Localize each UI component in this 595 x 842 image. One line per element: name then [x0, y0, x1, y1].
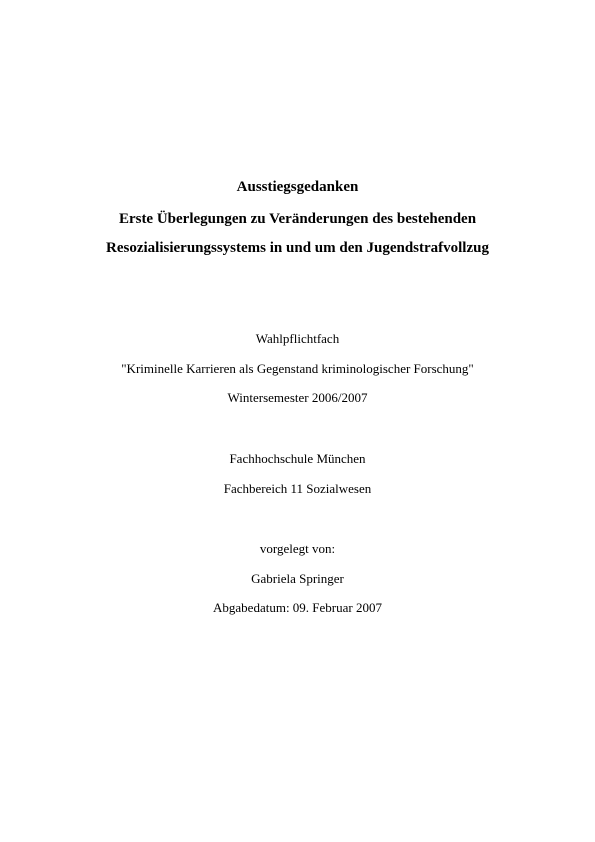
course-name: "Kriminelle Karrieren als Gegenstand kriminologischer Forschung" — [121, 361, 474, 376]
submission-date: Abgabedatum: 09. Februar 2007 — [213, 600, 382, 615]
document-title: Ausstiegsgedanken — [236, 179, 359, 195]
institution-name: Fachhochschule München — [229, 451, 366, 466]
semester: Wintersemester 2006/2007 — [227, 390, 368, 405]
submitted-by-label: vorgelegt von: — [259, 541, 336, 556]
department-name: Fachbereich 11 Sozialwesen — [223, 481, 372, 496]
course-type: Wahlpflichtfach — [255, 331, 340, 346]
document-subtitle-line-1: Erste Überlegungen zu Veränderungen des bestehenden — [118, 211, 477, 227]
author-name: Gabriela Springer — [251, 571, 344, 586]
document-subtitle-line-2: Resozialisierungssystems in und um den Jugendstrafvollzug — [106, 240, 489, 256]
